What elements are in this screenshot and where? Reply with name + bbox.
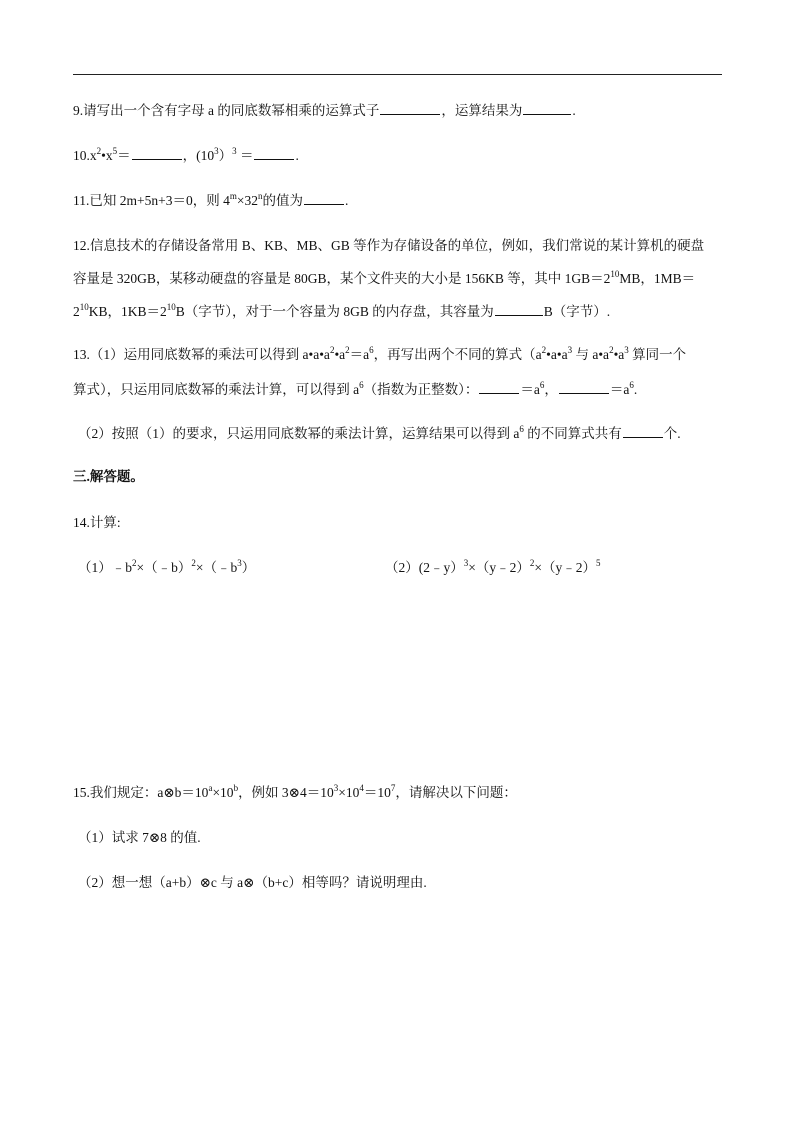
answer-blank[interactable]: [304, 191, 344, 205]
header-rule: [73, 74, 722, 75]
answer-blank[interactable]: [254, 146, 294, 160]
question-13-line-1: 13.（1）运用同底数幂的乘法可以得到 $a•a•a^2•a^2=a^6$，再写出两个不同的算式（$a^2•a•a^3$ 与 $a•a^2•a^3$ 算同一个: [73, 345, 687, 362]
question-13-line-2: 算式），只运用同底数幂的乘法计算，可以得到 $a^6$（指数为正整数）： $=a^6$， $=a^6$.: [73, 380, 638, 397]
question-12-line-1: 12.信息技术的存储设备常用 B、KB、MB、GB 等作为存储设备的单位，例如，我们常说的某计算机的硬盘: [73, 238, 705, 253]
question-15-line-1: 15.我们规定：$a\otimes b=10^a\times 10^b$，例如 $3\otimes 4=10^3\times 10^4=10^7$，请解决以下问题：: [73, 783, 517, 800]
section-heading: 三.解答题。: [73, 469, 144, 484]
answer-blank[interactable]: [523, 101, 571, 115]
question-14-part-1: $(1)﹣b^2\times(﹣b)^2\times(﹣b^3)$: [78, 558, 256, 575]
question-15-part-2: （2）想一想（a+b）⊗c 与 a⊗（b+c）相等吗？请说明理由.: [78, 875, 427, 890]
question-9: 9.请写出一个含有字母 a 的同底数幂相乘的运算式子 ，运算结果为 .: [73, 103, 576, 118]
question-10: $10.x^2•x^5=$ ，$(10^3)^3$ ＝ .: [73, 146, 299, 163]
question-14-parts: [78, 559, 738, 577]
question-14-part-2: （2）(2﹣y）$^3$×（y﹣2）$^2$×（y﹣2）$^5$: [385, 558, 601, 575]
question-11: 11.已知 2m+5n+3＝0，则 $4^m\times 32^n$的值为 .: [73, 191, 349, 208]
question-15-part-1: （1）试求 7⊗8 的值.: [78, 830, 201, 845]
answer-blank[interactable]: [479, 380, 519, 394]
answer-blank[interactable]: [380, 101, 440, 115]
answer-blank[interactable]: [132, 146, 182, 160]
question-12-line-2: 容量是 320GB，某移动硬盘的容量是 80GB，某个文件夹的大小是 156KB 等，其中 $1GB=2^{10}MB$，1MB＝: [73, 269, 696, 286]
question-12-line-3: $2^{10}KB$，$1KB=2^{10}B$（字节），对于一个容量为 8GB 的内存盘，其容量为 B（字节）.: [73, 302, 611, 319]
answer-blank[interactable]: [495, 302, 543, 316]
question-13-part-2: （2）按照（1）的要求，只运用同底数幂的乘法计算，运算结果可以得到 $a^6$ 的不同算式共有 个.: [78, 424, 681, 441]
answer-blank[interactable]: [559, 380, 609, 394]
question-14-title: 14.计算:: [73, 515, 121, 530]
answer-blank[interactable]: [623, 424, 663, 438]
